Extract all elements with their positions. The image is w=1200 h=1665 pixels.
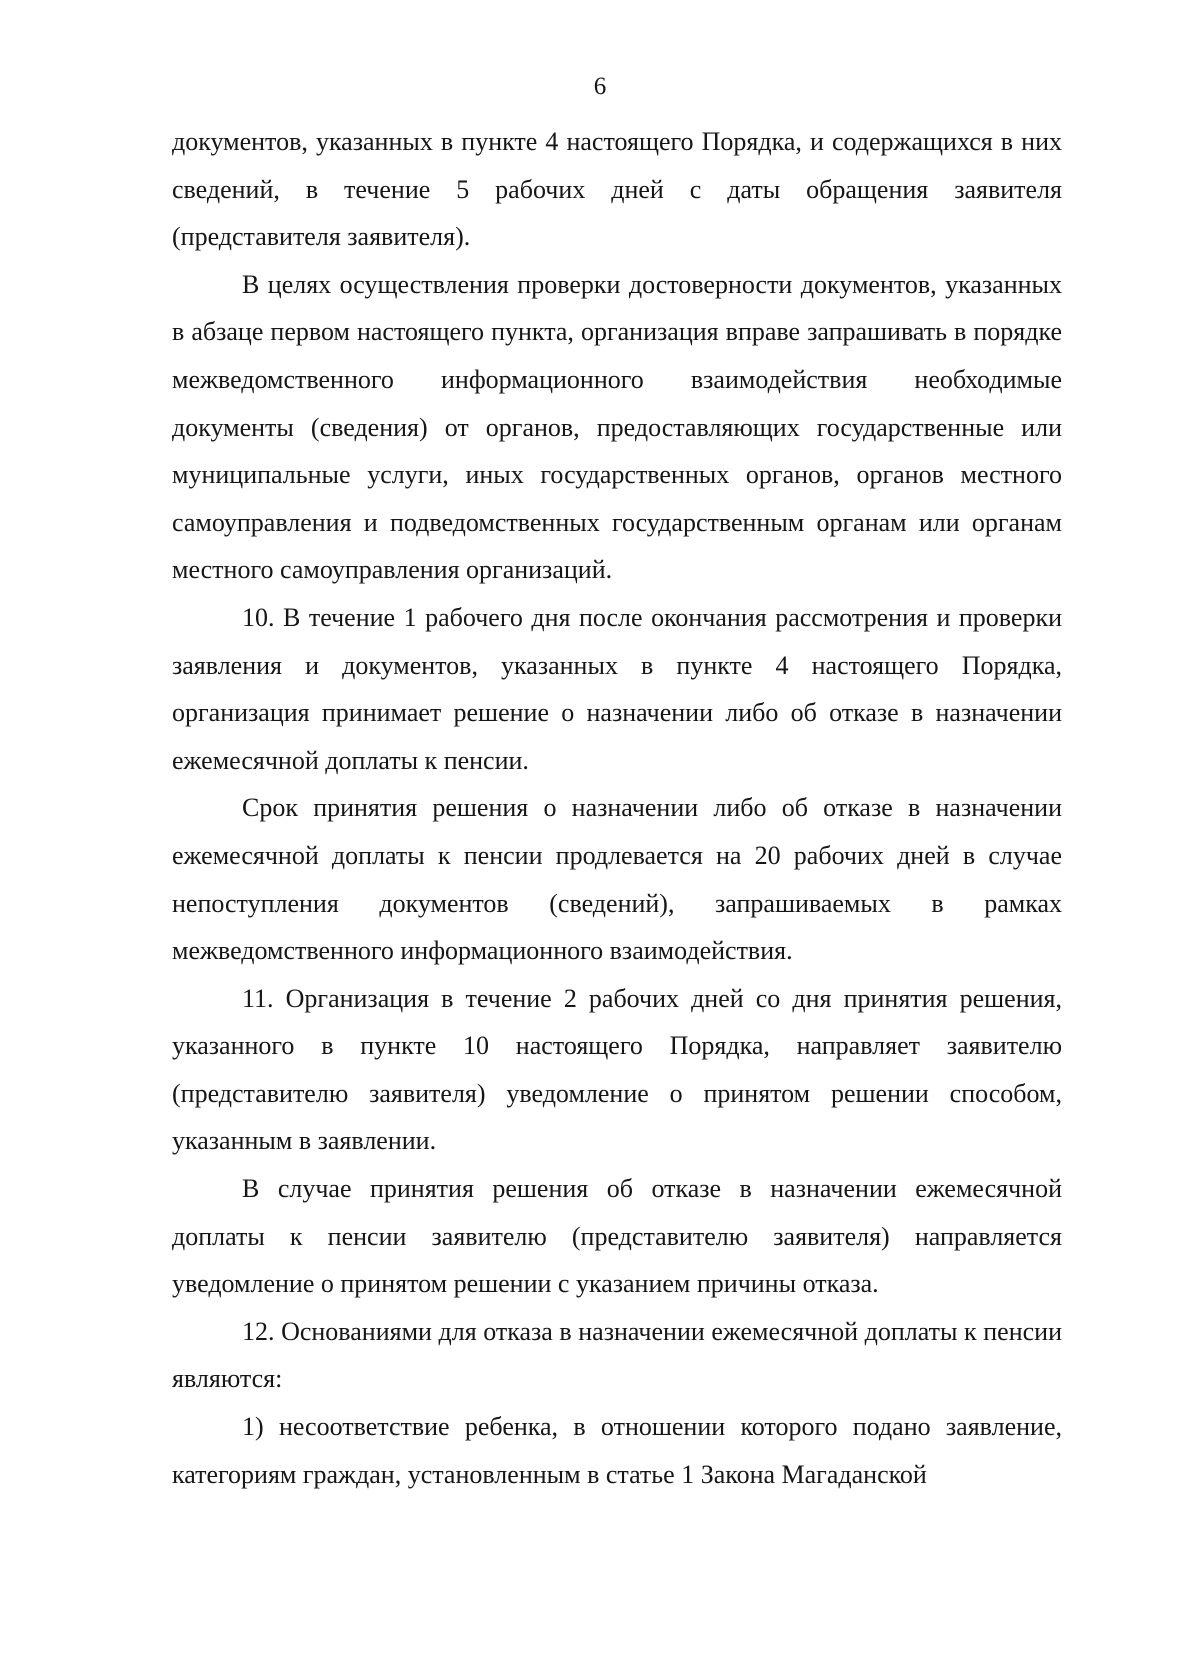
paragraph-item-10: 10. В течение 1 рабочего дня после окончания рассмотрения и проверки заявления и документов, указанных в пункте 4 настоящего Порядка, организация принимает решение о назначении либо об отказе в назначении ежемесячной доплаты к пенсии.: [172, 602, 1062, 775]
paragraph-refusal-notice: В случае принятия решения об отказе в назначении ежемесячной доплаты к пенсии заявителю (представителю заявителя) направляется уведомление о принятом решении с указанием причины отказа.: [172, 1174, 1062, 1299]
paragraph-item-11: 11. Организация в течение 2 рабочих дней со дня принятия решения, указанного в пункте 10 настоящего Порядка, направляет заявителю (представителю заявителя) уведомление о принятом решении способом, указанным в заявлении.: [172, 983, 1062, 1156]
paragraph-item-12: 12. Основаниями для отказа в назначении ежемесячной доплаты к пенсии являются:: [172, 1316, 1062, 1394]
page-number: 6: [593, 73, 607, 100]
document-body: [172, 118, 1062, 1498]
paragraph-verification: В целях осуществления проверки достоверности документов, указанных в абзаце первом настоящего пункта, организация вправе запрашивать в порядке межведомственного информационного взаимодействия необходимые документы (сведения) от органов, предоставляющих государственные или муниципальные услуги, иных государственных органов, органов местного самоуправления и подведомственных государственным органам или органам местного самоуправления организаций.: [172, 269, 1062, 585]
paragraph-decision-term: Срок принятия решения о назначении либо об отказе в назначении ежемесячной доплаты к пенсии продлевается на 20 рабочих дней в случае непоступления документов (сведений), запрашиваемых в рамках межведомственного информационного взаимодействия.: [172, 793, 1062, 966]
paragraph-subitem-1: 1) несоответствие ребенка, в отношении которого подано заявление, категориям граждан, установленным в статье 1 Закона Магаданской: [172, 1412, 1062, 1489]
paragraph-continuation: документов, указанных в пункте 4 настоящего Порядка, и содержащихся в них сведений, в течение 5 рабочих дней с даты обращения заявителя (представителя заявителя).: [172, 127, 1062, 252]
